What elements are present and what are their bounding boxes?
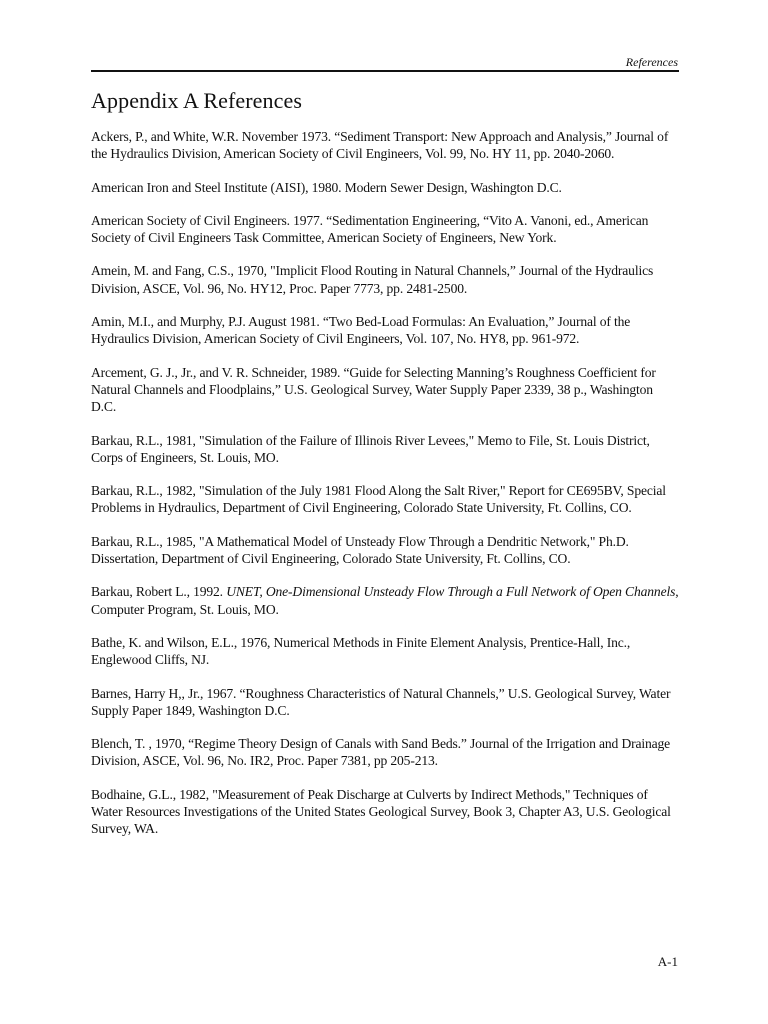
reference-text: Blench, T. , 1970, “Regime Theory Design of Canals with Sand Beds.” Journal of the Irrigation and Drainage Division, ASCE, Vol. 96, No. IR2, Proc. Paper 7381, pp 205-213. [91, 736, 671, 769]
reference-text: , Computer Program, St. Louis, MO. [91, 584, 679, 617]
reference-entry [91, 313, 681, 348]
reference-text: Amein, M. and Fang, C.S., 1970, "Implicit Flood Routing in Natural Channels,” Journal of the Hydraulics Division, ASCE, Vol. 96, No. HY12, Proc. Paper 7773, pp. 2481-2500. [91, 263, 654, 296]
reference-text: Barkau, R.L., 1981, "Simulation of the Failure of Illinois River Levees," Memo to File, St. Louis District, Corps of Engineers, St. Louis, MO. [91, 432, 650, 465]
reference-entry [91, 685, 681, 720]
reference-text: Barkau, R.L., 1985, "A Mathematical Model of Unsteady Flow Through a Dendritic Network," Ph.D. Dissertation, Department of Civil Engineering, Colorado State University, Ft. Collins, CO. [91, 533, 629, 567]
reference-entry [91, 262, 681, 297]
reference-list [91, 128, 681, 854]
reference-text: Barnes, Harry H,, Jr., 1967. “Roughness Characteristics of Natural Channels,” U.S. Geological Survey, Water Supply Paper 1849, Washington D.C. [91, 685, 671, 718]
reference-entry [91, 735, 681, 770]
reference-text: Amin, M.I., and Murphy, P.J. August 1981. “Two Bed-Load Formulas: An Evaluation,” Journal of the Hydraulics Division, American Society of Civil Engineers, Vol. 107, No. HY8, pp. 961-972. [91, 314, 631, 347]
reference-text: Barkau, Robert L., 1992. [91, 584, 227, 600]
header-rule [91, 70, 679, 72]
reference-text: American Society of Civil Engineers. 1977. “Sedimentation Engineering, “Vito A. Vanoni, ed., American Society of Civil Engineers Task Committee, American Society of Engineers, New York. [91, 212, 649, 246]
reference-text: Bodhaine, G.L., 1982, "Measurement of Peak Discharge at Culverts by Indirect Methods," Techniques of Water Resources Investigations of the United States Geological Survey, Book 3, Chapter A3, U.S. Geological Survey, WA. [91, 786, 671, 837]
reference-entry [91, 128, 681, 163]
reference-entry [91, 583, 681, 618]
reference-entry [91, 432, 681, 467]
reference-entry [91, 212, 681, 247]
reference-text: Ackers, P., and White, W.R. November 1973. “Sediment Transport: New Approach and Analysis,” Journal of the Hydraulics Division, American Society of Civil Engineers, Vol. 99, No. HY 11, pp. 2040-2060. [91, 129, 669, 162]
reference-italic-title: UNET, One-Dimensional Unsteady Flow Through a Full Network of Open Channels [226, 584, 676, 600]
reference-entry [91, 364, 681, 416]
reference-text: American Iron and Steel Institute (AISI), 1980. Modern Sewer Design, Washington D.C. [91, 179, 562, 195]
reference-entry [91, 482, 681, 517]
reference-entry [91, 533, 681, 568]
page-number: A-1 [657, 954, 678, 969]
page-title: Appendix A References [91, 88, 303, 113]
reference-text: Bathe, K. and Wilson, E.L., 1976, Numerical Methods in Finite Element Analysis, Prentice-Hall, Inc., Englewood Cliffs, NJ. [91, 634, 631, 668]
reference-entry [91, 179, 681, 196]
reference-entry [91, 634, 681, 669]
running-header: References [625, 55, 678, 69]
reference-entry [91, 786, 681, 838]
reference-text: Barkau, R.L., 1982, "Simulation of the July 1981 Flood Along the Salt River," Report for CE695BV, Special Problems in Hydraulics, Department of Civil Engineering, Colorado State University, Ft. Collins, CO. [91, 483, 666, 516]
reference-text: Arcement, G. J., Jr., and V. R. Schneider, 1989. “Guide for Selecting Manning’s Roughness Coefficient for Natural Channels and Floodplains,” U.S. Geological Survey, Water Supply Paper 2339, 38 p., Washington D.C. [91, 364, 656, 415]
